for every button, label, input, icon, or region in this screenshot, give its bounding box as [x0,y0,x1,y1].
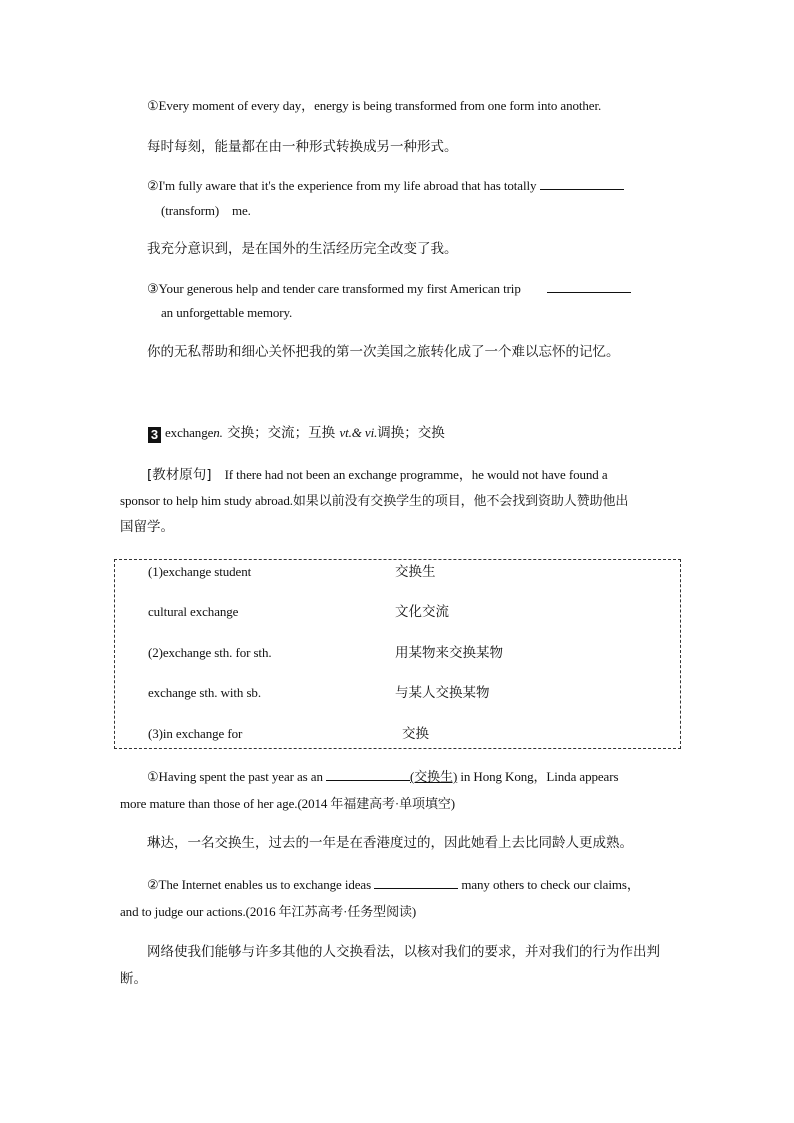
source-sentence-cont2: 国留学。 [120,519,174,535]
source-sentence: [教材原句] If there had not been an exchange programme，he would not have found a [147,467,608,483]
phrase-zh: 交换生 [395,564,436,580]
answer-blank[interactable] [374,876,458,889]
exchange-example-1-chinese: 琳达，一名交换生，过去的一年是在香港度过的，因此她看上去比同龄人更成熟。 [147,835,633,851]
example-2-english: ②I'm fully aware that it's the experience from my life abroad that has totally [147,177,624,195]
phrase-zh: 交换 [402,726,429,742]
answer-blank[interactable] [326,768,410,781]
example-3-english: ③Your generous help and tender care transformed my first American trip [147,280,631,298]
answer-blank[interactable] [540,177,624,190]
example-3-english-cont: an unforgettable memory. [161,305,293,320]
phrase-en: exchange sth. with sb. [148,685,261,700]
example-2-chinese: 我充分意识到，是在国外的生活经历完全改变了我。 [147,241,458,257]
headword: exchange [165,425,214,440]
example-2-english-cont: (transform) me. [161,203,251,218]
vocab-heading: 3 exchangen. 交换；交流；互换 vt.& vi.调换；交换 [148,424,445,443]
phrase-en: (1)exchange student [148,564,252,579]
phrase-zh: 与某人交换某物 [395,685,490,701]
source-sentence-cont: sponsor to help him study abroad.如果以前没有交换学生的项目，他不会找到资助人赞助他出 [120,493,629,508]
phrase-en: (3)in exchange for [148,726,243,741]
phrase-zh: 文化交流 [395,604,449,620]
exchange-example-2-cont: and to judge our actions.(2016 年江苏高考·任务型阅读) [120,904,417,919]
exchange-example-1-cont: more mature than those of her age.(2014 年福建高考·单项填空) [120,796,455,811]
exchange-example-2-chinese-cont: 断。 [120,971,147,987]
answer-blank[interactable] [547,280,631,293]
exchange-example-1-english: ①Having spent the past year as an (交换生) in Hong Kong，Linda appears [147,769,619,784]
phrase-zh: 用某物来交换某物 [395,645,503,661]
example-1-english: ①Every moment of every day，energy is being transformed from one form into another. [147,98,602,113]
example-1-chinese: 每时每刻，能量都在由一种形式转换成另一种形式。 [147,139,458,155]
phrase-en: (2)exchange sth. for sth. [148,645,272,660]
exchange-example-2-english: ②The Internet enables us to exchange ideas many others to check our claims， [147,877,640,892]
example-3-chinese: 你的无私帮助和细心关怀把我的第一次美国之旅转化成了一个难以忘怀的记忆。 [147,344,620,360]
phrase-en: cultural exchange [148,604,239,619]
exchange-example-2-chinese: 网络使我们能够与许多其他的人交换看法，以核对我们的要求，并对我们的行为作出判 [147,944,660,960]
section-number-badge: 3 [148,427,161,443]
